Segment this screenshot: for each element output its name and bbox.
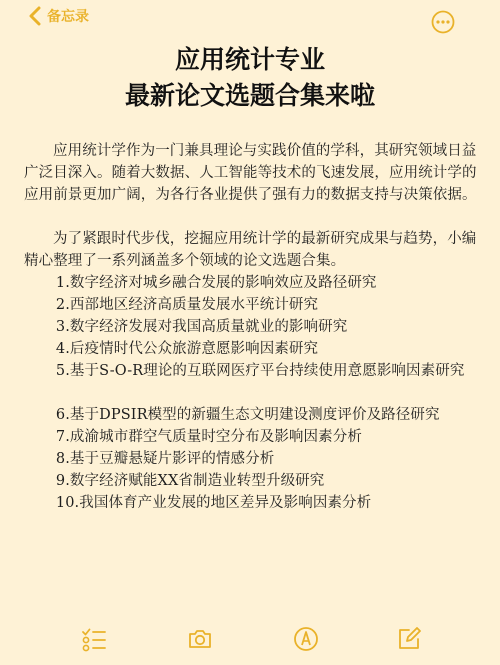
note-body[interactable] — [24, 140, 484, 514]
checklist-icon — [81, 626, 107, 652]
note-title — [0, 42, 500, 114]
camera-button[interactable] — [187, 626, 213, 652]
topic-item-4: 4.后疫情时代公众旅游意愿影响因素研究 — [55, 341, 319, 357]
topic-item-8: 8.基于豆瓣悬疑片影评的情感分析 — [55, 451, 275, 467]
back-label: 备忘录 — [47, 9, 89, 25]
compose-button[interactable] — [396, 626, 422, 652]
lead-paragraph: 为了紧跟时代步伐，挖掘应用统计学的最新研究成果与趋势，小编精心整理了一系列涵盖多个领域的论文选题合集。 — [24, 231, 477, 269]
compose-icon — [396, 626, 422, 652]
more-options-icon — [430, 9, 456, 35]
more-options-button[interactable] — [430, 9, 456, 35]
checklist-button[interactable] — [81, 626, 107, 652]
topic-item-9: 9.数字经济赋能XX省制造业转型升级研究 — [55, 473, 325, 489]
back-button[interactable] — [28, 5, 89, 27]
markup-button[interactable] — [293, 626, 319, 652]
topic-item-2: 2.西部地区经济高质量发展水平统计研究 — [55, 297, 319, 313]
note-title-line-2: 最新论文选题合集来啦 — [124, 81, 375, 110]
chevron-left-icon — [28, 6, 42, 26]
intro-paragraph: 应用统计学作为一门兼具理论与实践价值的学科，其研究领域日益广泛目深入。随着大数据、人工智能等技术的飞速发展，应用统计学的应用前景更加广阔，为各行各业提供了强有力的数据支持与决策依据。 — [24, 143, 477, 203]
topic-item-3: 3.数字经济发展对我国高质量就业的影响研究 — [55, 319, 348, 335]
note-title-line-1: 应用统计专业 — [174, 45, 325, 74]
markup-pen-icon — [293, 626, 319, 652]
top-navigation-bar — [0, 0, 500, 34]
topic-item-5: 5.基于S-O-R理论的互联网医疗平台持续使用意愿影响因素研究 — [55, 363, 465, 379]
bottom-toolbar — [0, 620, 500, 665]
topic-item-6: 6.基于DPSIR模型的新疆生态文明建设测度评价及路径研究 — [55, 407, 440, 423]
camera-icon — [187, 626, 213, 652]
topic-item-10: 10.我国体育产业发展的地区差异及影响因素分析 — [55, 495, 372, 511]
topic-item-7: 7.成渝城市群空气质量时空分布及影响因素分析 — [55, 429, 362, 445]
topic-item-1: 1.数字经济对城乡融合发展的影响效应及路径研究 — [55, 275, 377, 291]
